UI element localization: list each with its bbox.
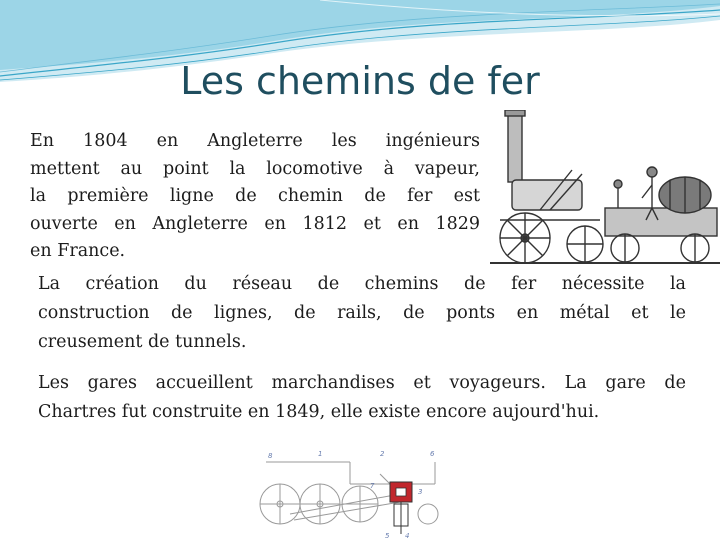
text-line: creusement de tunnels. (38, 332, 247, 352)
diagram-label: 2 (380, 450, 385, 458)
text-line: mettent au point la locomotive à vapeur, (30, 158, 480, 179)
diagram-label: 8 (268, 452, 273, 460)
diagram-label: 1 (318, 450, 323, 458)
text-line: Les gares accueillent marchandises et voyageurs. La gare de (38, 373, 686, 393)
text-line: La création du réseau de chemins de fer nécessite la (38, 274, 686, 294)
text-line: en France. (30, 241, 126, 261)
text-line: la première ligne de chemin de fer est (30, 186, 480, 206)
text-line: ouverte en Angleterre en 1812 et en 1829 (30, 213, 480, 234)
text-line: En 1804 en Angleterre les ingénieurs (30, 131, 480, 151)
text-line: construction de lignes, de rails, de ponts en métal et le (38, 303, 686, 323)
diagram-label: 3 (418, 488, 423, 496)
diagram-label: 4 (405, 532, 410, 540)
paragraph-railway-network (38, 270, 686, 357)
paragraph-locomotive-history (30, 128, 480, 266)
diagram-label: 5 (385, 532, 390, 540)
text-line: Chartres fut construite en 1849, elle existe encore aujourd'hui. (38, 402, 600, 422)
diagram-label: 7 (370, 482, 375, 490)
locomotive-illustration (490, 110, 720, 270)
diagram-label: 6 (430, 450, 435, 458)
steam-engine-diagram (250, 444, 450, 540)
slide-title: Les chemins de fer (180, 59, 540, 103)
paragraph-stations (38, 369, 686, 427)
